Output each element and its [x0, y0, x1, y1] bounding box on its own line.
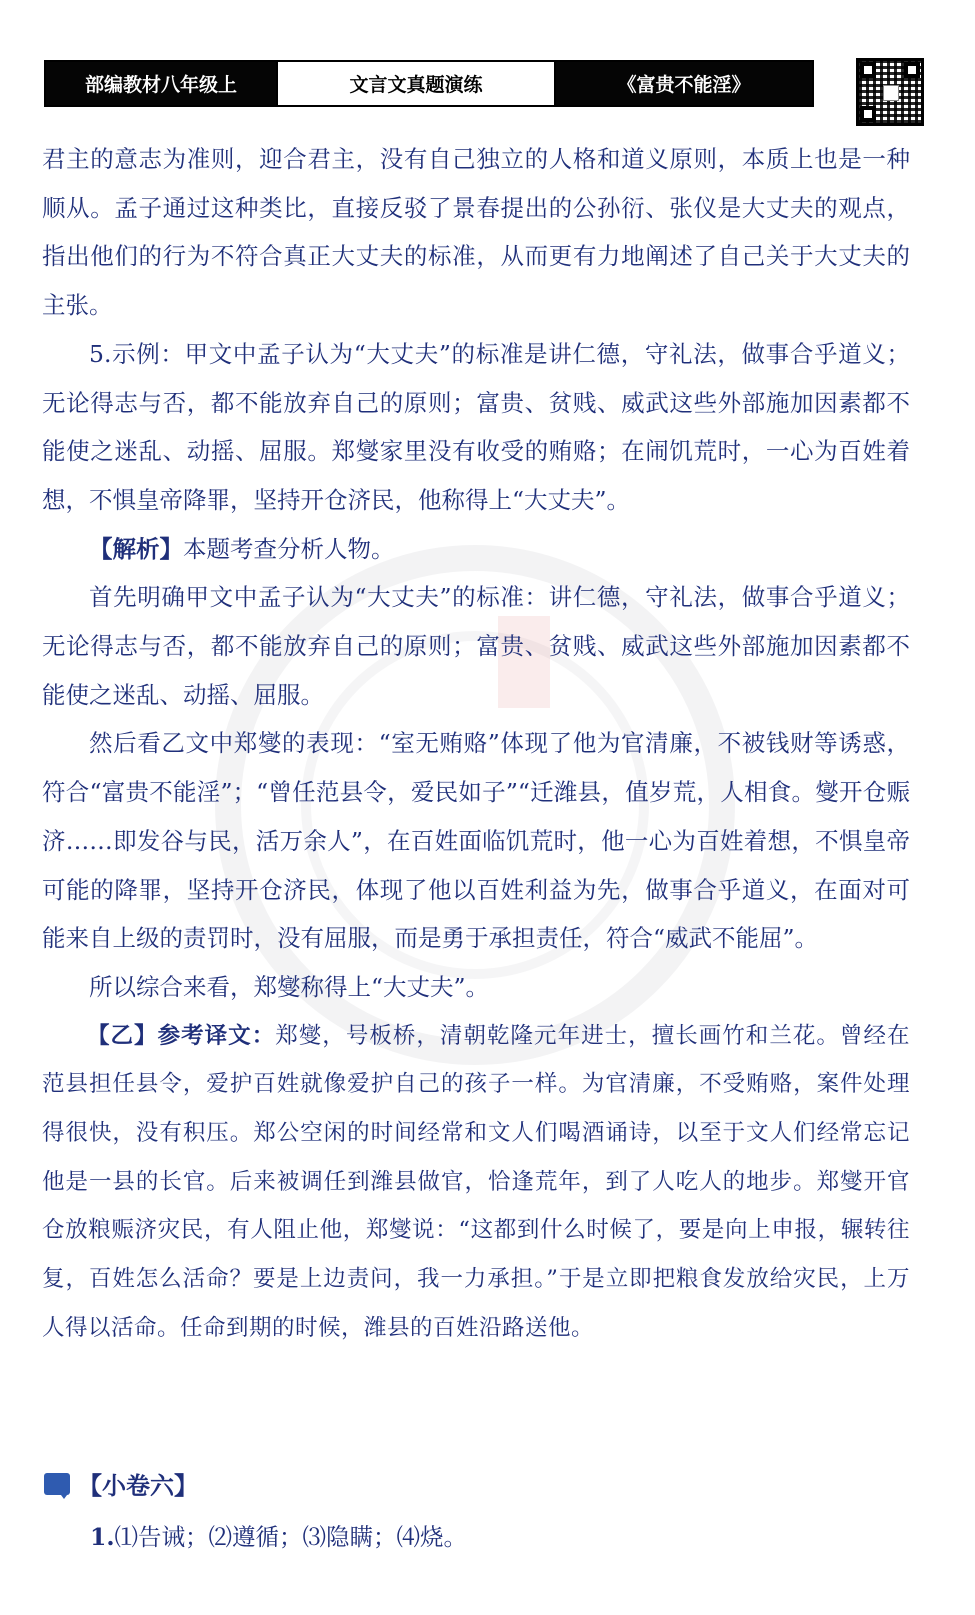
- main-content: [42, 135, 910, 1353]
- header-subject-label: 文言文真题演练: [276, 62, 556, 105]
- answer-number: 1.: [90, 1523, 115, 1551]
- qr-code-icon[interactable]: [856, 58, 924, 126]
- paragraph-example-answer: 5.示例：甲文中孟子认为“大丈夫”的标准是讲仁德，守礼法，做事合乎道义；无论得志与否，都不能放弃自己的原则；富贵、贫贱、威武这些外部施加因素都不能使之迷乱、动摇、屈服。郑燮家里没有收受的贿赂；在闹饥荒时，一心为百姓着想，不惧皇帝降罪，坚持开仓济民，他称得上“大丈夫”。: [42, 339, 910, 514]
- section-heading: [44, 1466, 198, 1501]
- analysis-label: 【解析】: [89, 534, 183, 563]
- translation-label: 【乙】参考译文：: [87, 1022, 276, 1049]
- translation-paragraph: [42, 1012, 910, 1353]
- analysis-text: 本题考查分析人物。: [183, 534, 395, 563]
- answer-text: ⑴告诫；⑵遵循；⑶隐瞒；⑷烧。: [114, 1523, 468, 1551]
- header-bar: [44, 60, 814, 107]
- paragraph-conclusion: 所以综合来看，郑燮称得上“大丈夫”。: [89, 972, 490, 1001]
- header-grade-label: 部编教材八年级上: [46, 62, 276, 105]
- paragraph-analysis: [42, 525, 910, 574]
- header-title-label: 《富贵不能淫》: [556, 62, 812, 105]
- paragraph-standard: 首先明确甲文中孟子认为“大丈夫”的标准：讲仁德，守礼法，做事合乎道义；无论得志与否，都不能放弃自己的原则；富贵、贫贱、威武这些外部施加因素都不能使之迷乱、动摇、屈服。: [42, 583, 910, 709]
- answer-line: [90, 1518, 467, 1552]
- paragraph-zheng-xie: 然后看乙文中郑燮的表现：“室无贿赂”体现了他为官清廉，不被钱财等诱惑，符合“富贵不能淫”；“曾任范县令，爱民如子”“迁潍县，值岁荒，人相食。燮开仓赈济……即发谷与民，活万余人”，在百姓面临饥荒时，他一心为百姓着想，不惧皇帝可能的降罪，坚持开仓济民，体现了他以百姓利益为先，做事合乎道义，在面对可能来自上级的责罚时，没有屈服，而是勇于承担责任，符合“威武不能屈”。: [42, 729, 910, 953]
- section-title: 【小卷六】: [78, 1471, 198, 1500]
- translation-text: 郑燮，号板桥，清朝乾隆元年进士，擅长画竹和兰花。曾经在范县担任县令，爱护百姓就像爱护自己的孩子一样。为官清廉，不受贿赂，案件处理得很快，没有积压。郑公空闲的时间经常和文人们喝酒诵诗，以至于文人们经常忘记他是一县的长官。后来被调任到潍县做官，恰逢荒年，到了人吃人的地步。郑燮开官仓放粮赈济灾民，有人阻止他，郑燮说：“这都到什么时候了，要是向上申报，辗转往复，百姓怎么活命？要是上边责问，我一力承担。”于是立即把粮食发放给灾民，上万人得以活命。任命到期的时候，潍县的百姓沿路送他。: [42, 1022, 910, 1341]
- speech-bubble-icon: [44, 1473, 70, 1495]
- paragraph-continuation: 君主的意志为准则，迎合君主，没有自己独立的人格和道义原则，本质上也是一种顺从。孟子通过这种类比，直接反驳了景春提出的公孙衍、张仪是大丈夫的观点，指出他们的行为不符合真正大丈夫的标准，从而更有力地阐述了自己关于大丈夫的主张。: [42, 145, 910, 320]
